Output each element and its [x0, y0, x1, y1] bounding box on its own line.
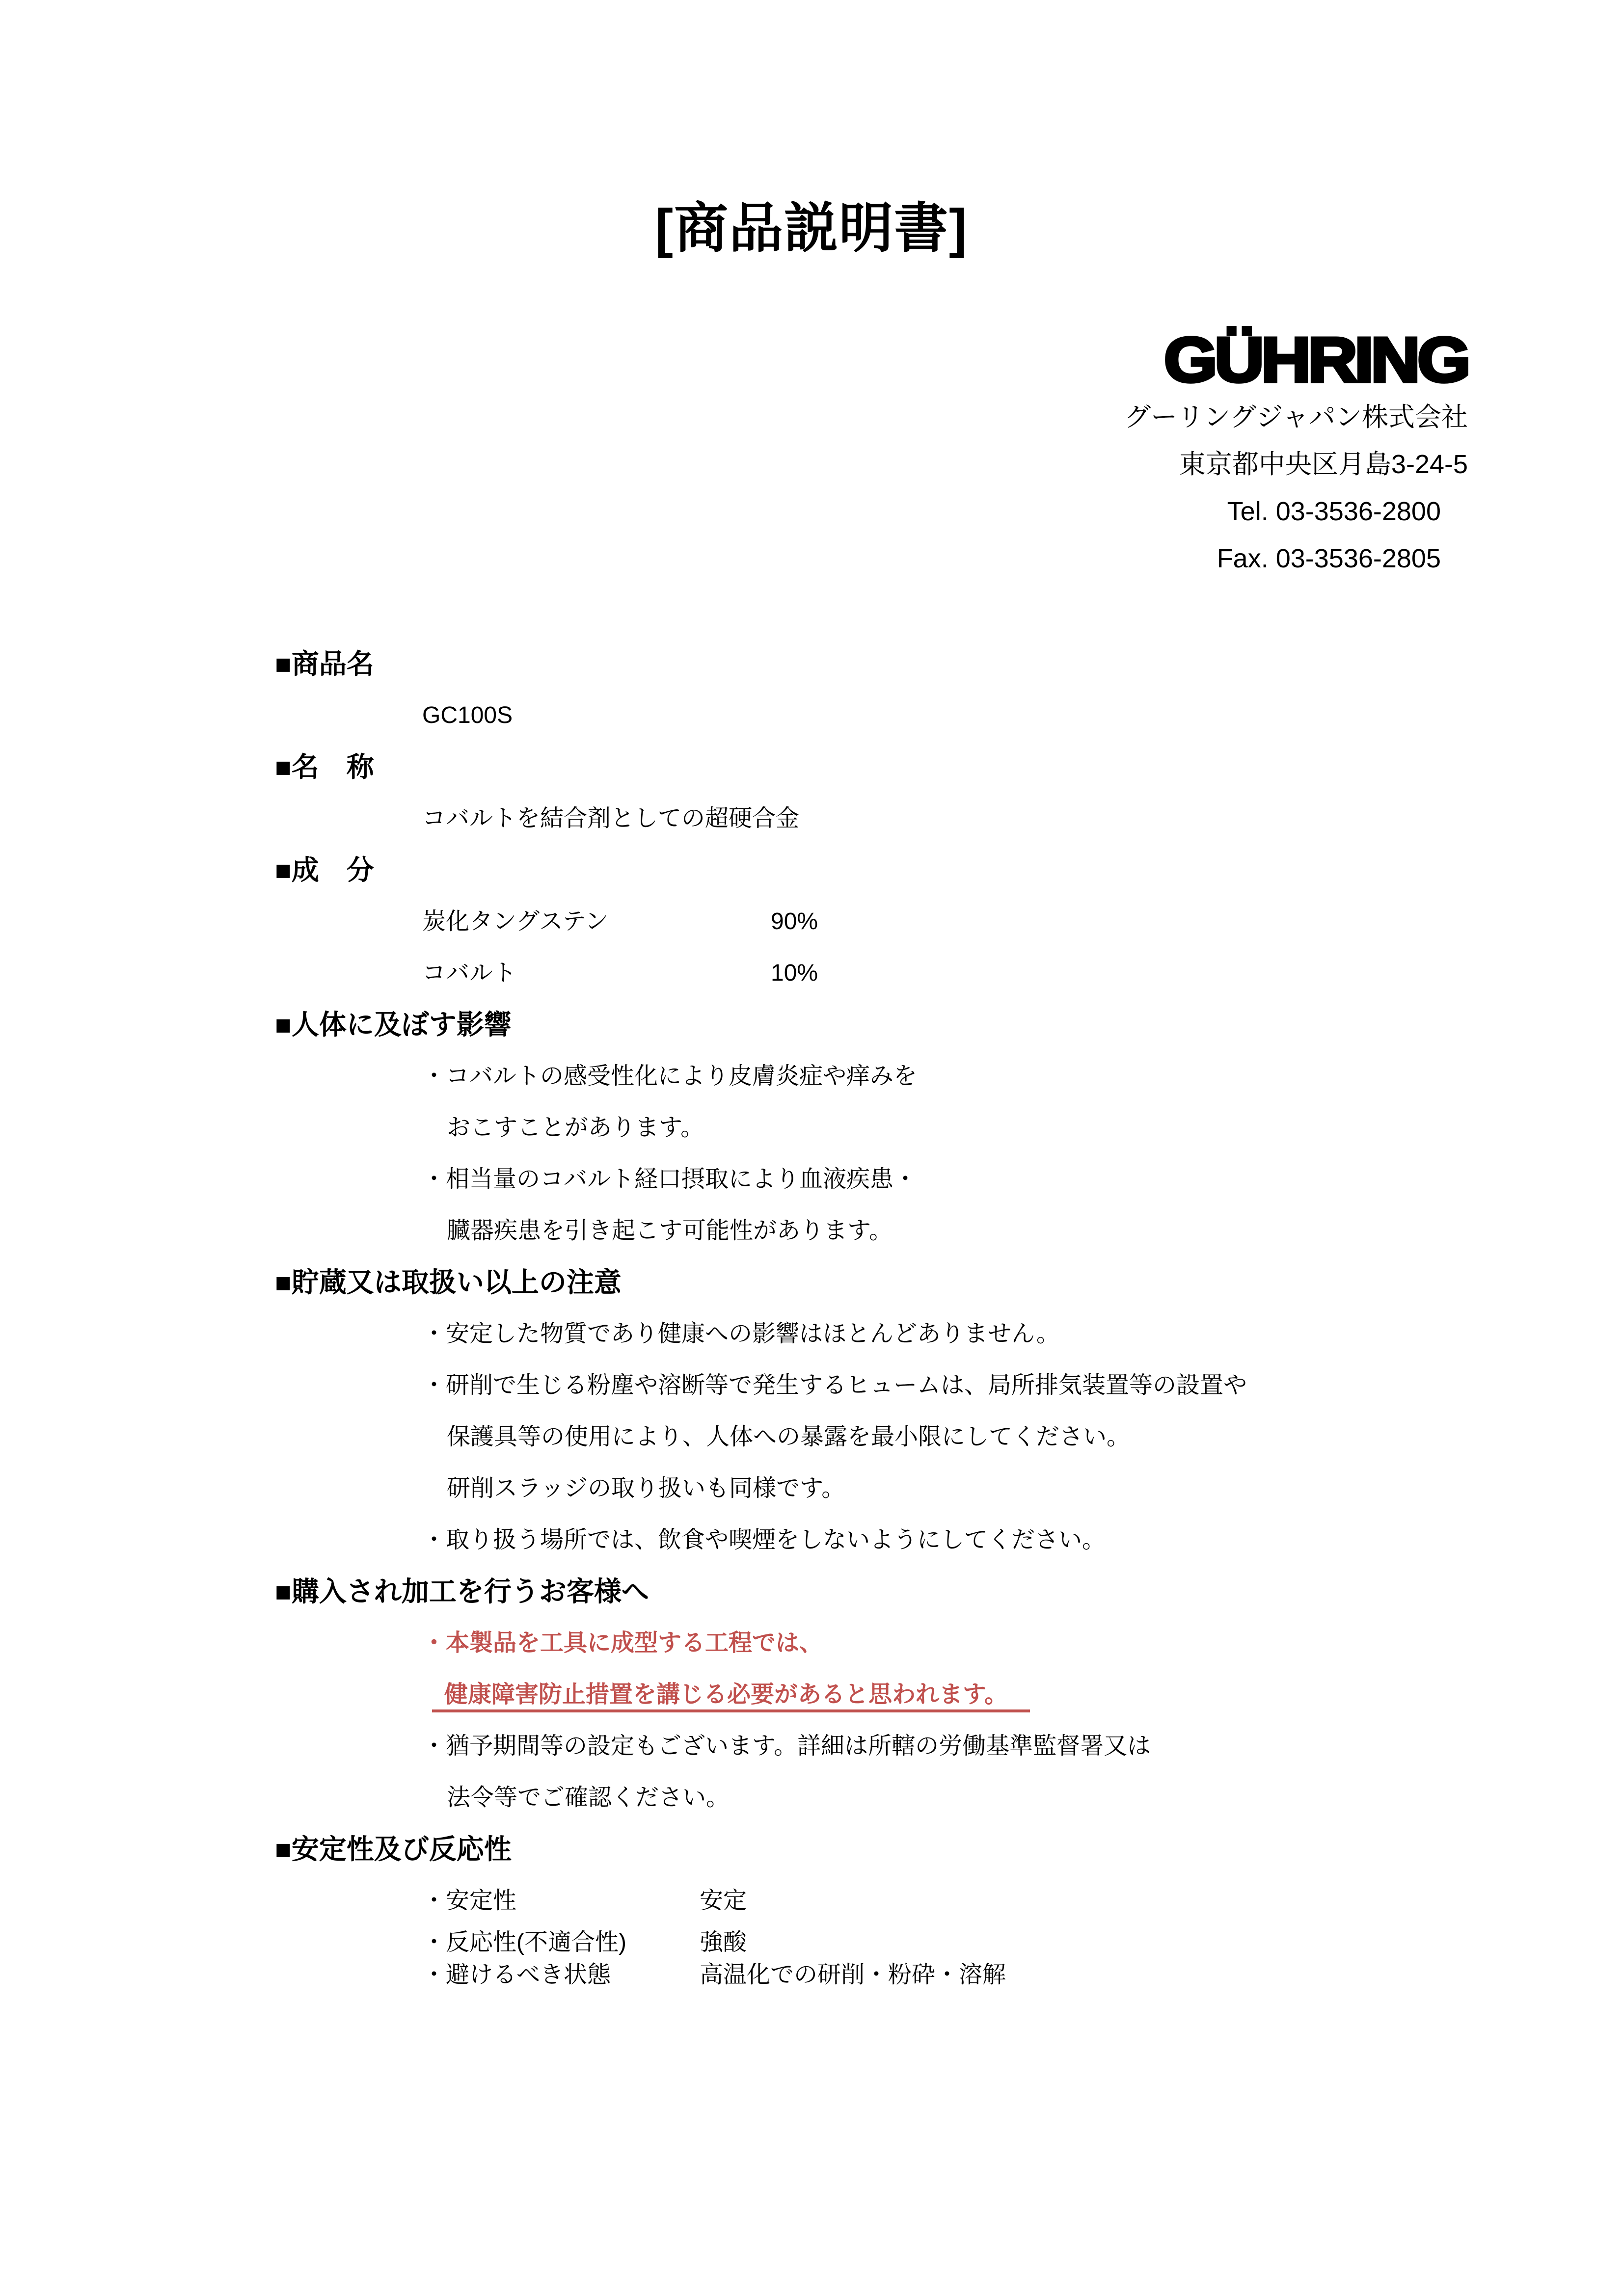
stability-row — [0, 1875, 1623, 1926]
stability-label: ・避けるべき状態 — [422, 1962, 611, 1988]
health-line: ・コバルトの感受性化により皮膚炎症や痒みを — [422, 1063, 918, 1089]
company-address: 東京都中央区月島3-24-5 — [1179, 450, 1468, 479]
company-name: グーリングジャパン株式会社 — [1124, 402, 1468, 432]
customers-line: 法令等でご確認ください。 — [447, 1785, 730, 1811]
letterhead — [1124, 324, 1468, 582]
company-tel: Tel. 03-3536-2800 — [1227, 497, 1441, 526]
product-name-value: GC100S — [422, 702, 513, 728]
stability-label: ・安定性 — [422, 1888, 517, 1914]
guhring-logo: GÜHRING — [1163, 324, 1468, 395]
composition-row — [0, 896, 1623, 947]
section-heading-product-name: ■商品名 — [275, 648, 374, 679]
stability-value: 安定 — [700, 1888, 747, 1914]
composition-row — [0, 947, 1623, 999]
section-heading-name: ■名 称 — [275, 751, 374, 782]
health-line: おこすことがあります。 — [447, 1115, 704, 1141]
storage-line: 研削スラッジの取り扱いも同様です。 — [447, 1475, 845, 1501]
composition-value: 90% — [771, 908, 818, 934]
stability-row — [0, 1926, 1623, 1959]
section-heading-health-effects: ■人体に及ぼす影響 — [275, 1009, 512, 1040]
section-heading-composition: ■成 分 — [275, 854, 374, 885]
page-title: [商品説明書] — [655, 198, 968, 259]
health-line: ・相当量のコバルト経口摂取により血液疾患・ — [422, 1166, 918, 1192]
document-body — [0, 638, 1623, 1991]
customers-warning-line-1: ・本製品を工具に成型する工程では、 — [422, 1630, 823, 1656]
storage-line: 保護具等の使用により、人体への暴露を最小限にしてください。 — [447, 1424, 1131, 1450]
storage-line: ・取り扱う場所では、飲食や喫煙をしないようにしてください。 — [422, 1527, 1106, 1553]
company-fax: Fax. 03-3536-2805 — [1217, 544, 1441, 573]
name-value: コバルトを結合剤としての超硬合金 — [422, 805, 800, 831]
composition-value: 10% — [771, 960, 818, 986]
stability-value: 高温化での研削・粉砕・溶解 — [700, 1962, 1006, 1988]
storage-line: ・安定した物質であり健康への影響はほとんどありません。 — [422, 1321, 1060, 1347]
customers-warning-line-2-underlined: 健康障害防止措置を講じる必要があると思われます。 — [432, 1680, 1030, 1712]
composition-label: コバルト — [422, 960, 517, 986]
composition-label: 炭化タングステン — [422, 908, 609, 934]
stability-value: 強酸 — [700, 1929, 747, 1955]
section-heading-storage-handling: ■貯蔵又は取扱い以上の注意 — [275, 1267, 622, 1298]
stability-label: ・反応性(不適合性) — [422, 1929, 626, 1955]
stability-row — [0, 1959, 1623, 1991]
customers-line: ・猶予期間等の設定もございます。詳細は所轄の労働基準監督署又は — [422, 1733, 1151, 1759]
storage-line: ・研削で生じる粉塵や溶断等で発生するヒュームは、局所排気装置等の設置や — [422, 1372, 1247, 1398]
section-heading-customers: ■購入され加工を行うお客様へ — [275, 1576, 649, 1607]
section-heading-stability-reactivity: ■安定性及び反応性 — [275, 1834, 512, 1865]
health-line: 臓器疾患を引き起こす可能性があります。 — [447, 1218, 893, 1244]
